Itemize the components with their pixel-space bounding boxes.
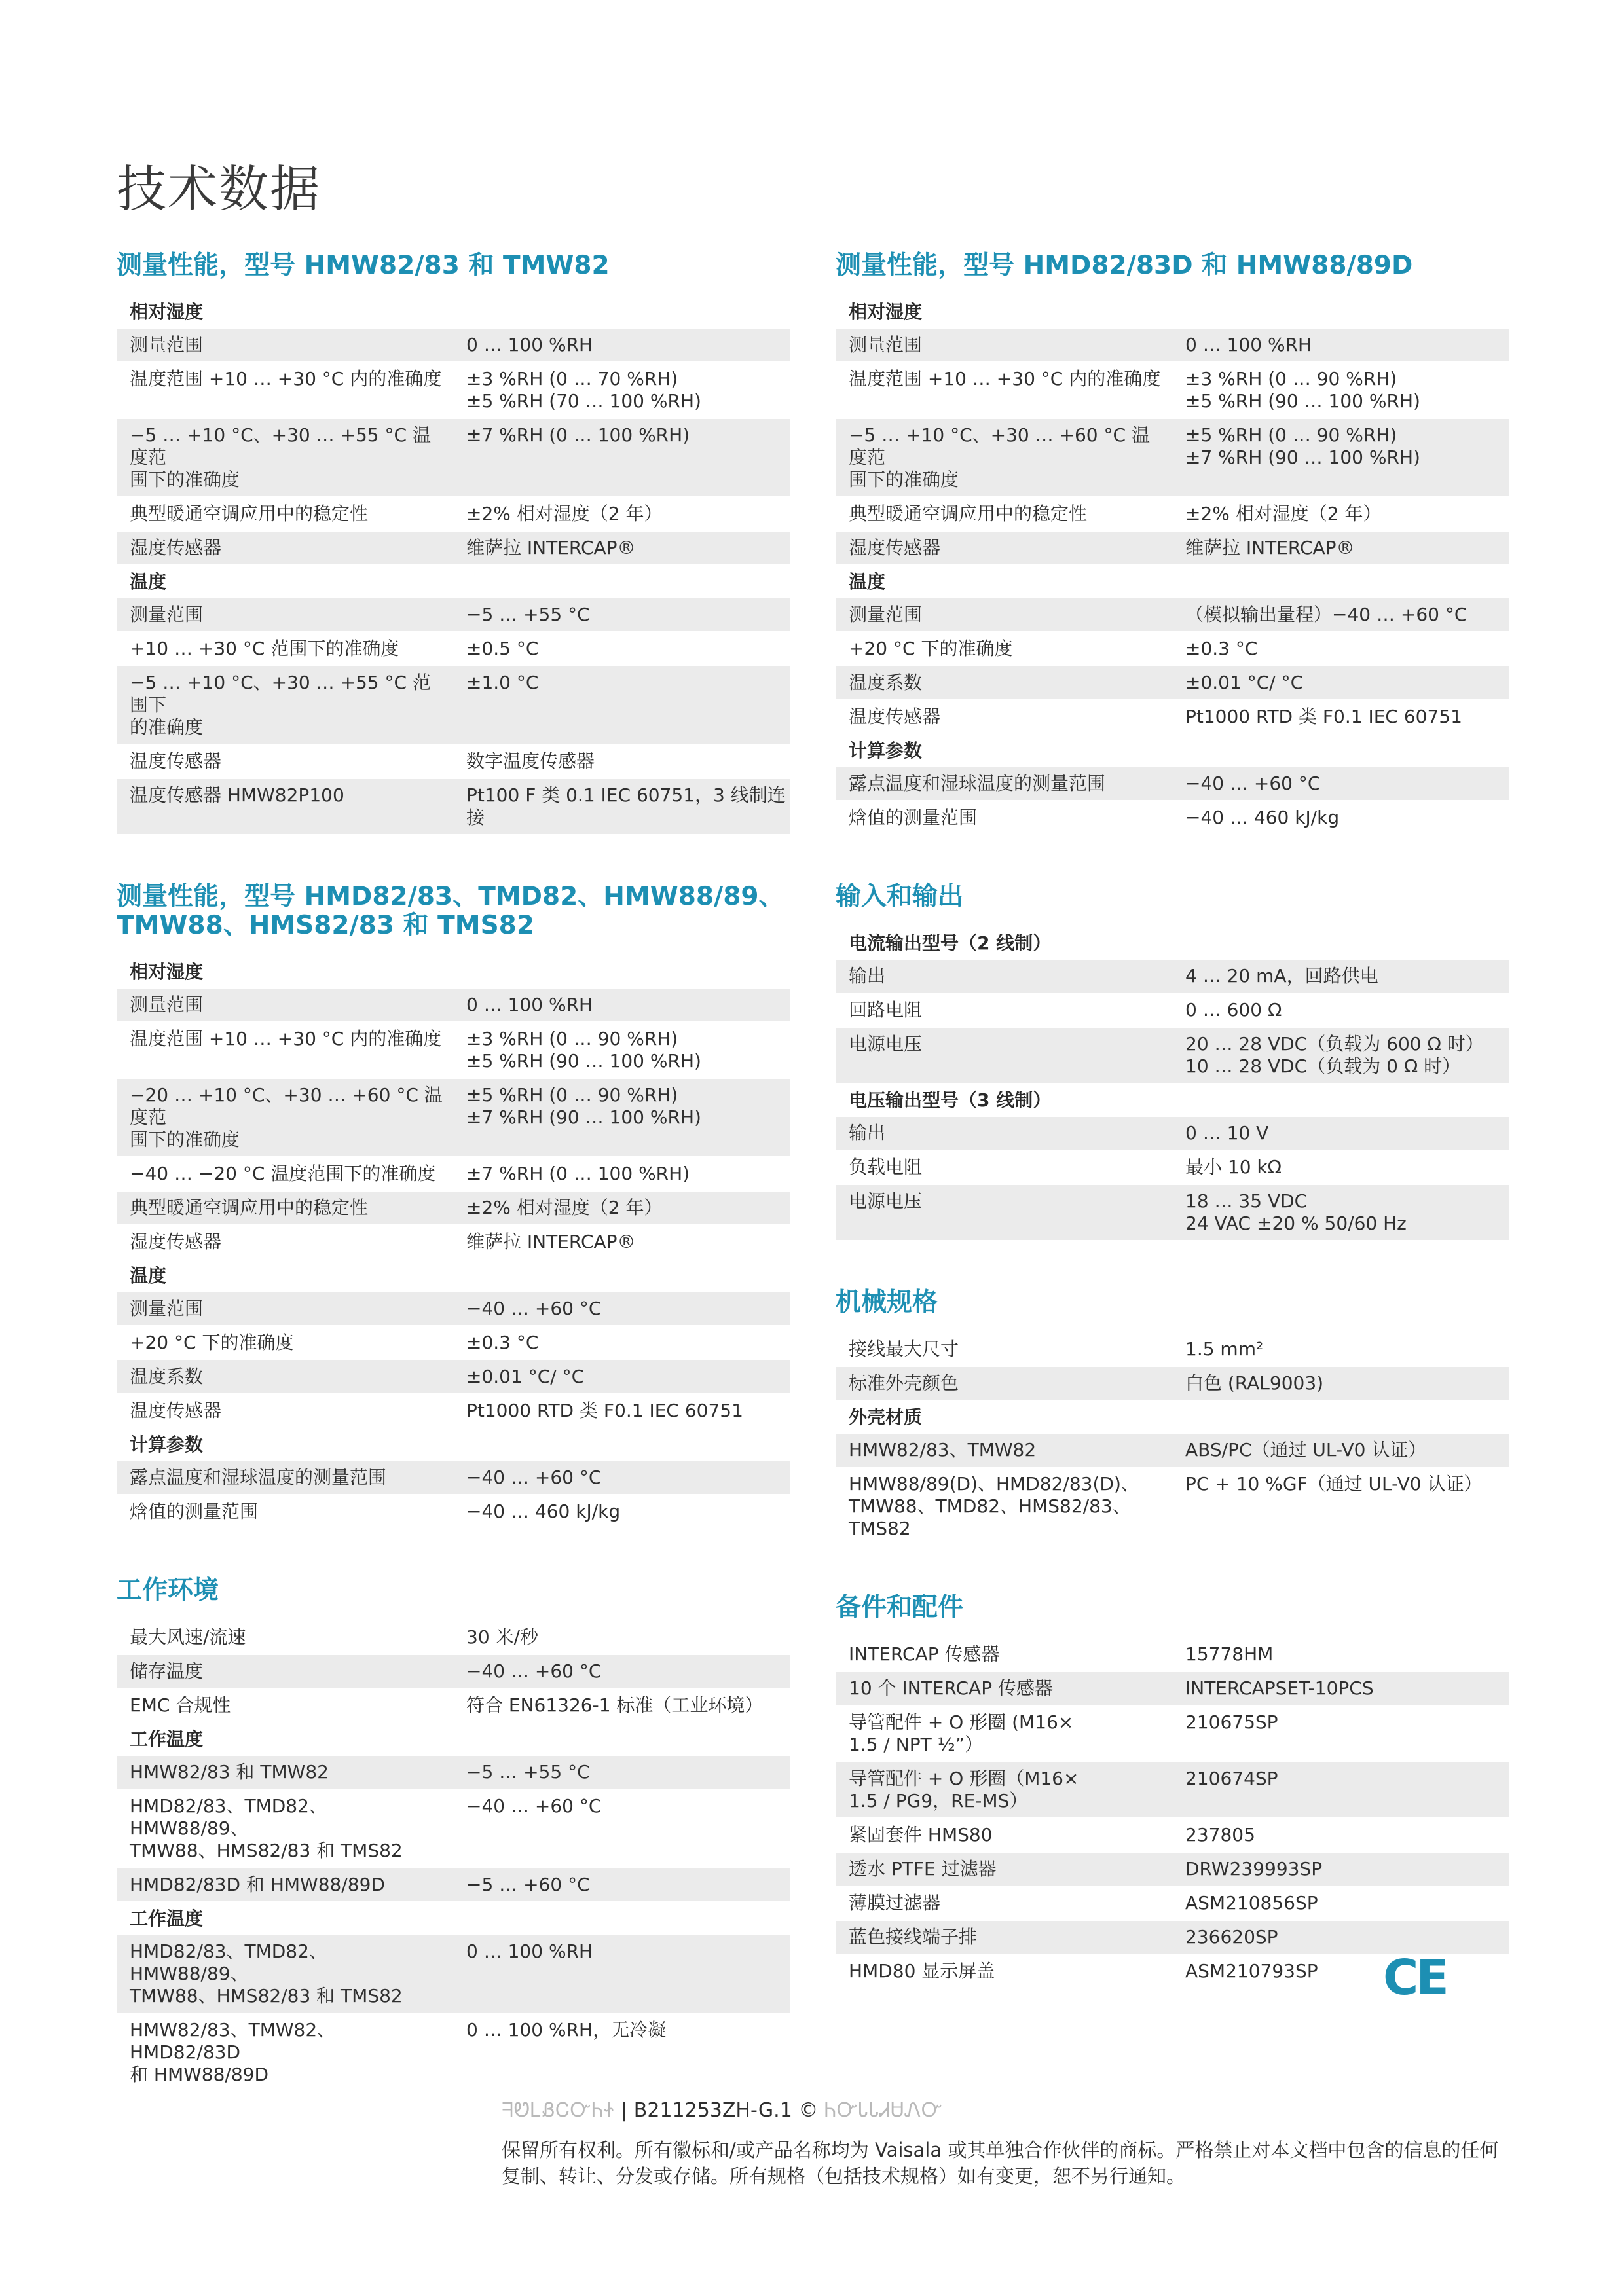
spec-value: PC + 10 %GF（通过 UL-V0 认证） — [1185, 1473, 1483, 1495]
spec-label: HMW82/83 和 TMW82 — [130, 1761, 329, 1783]
spec-value: −40 … 460 kJ/kg — [466, 1501, 621, 1522]
spec-label: 导管配件 + O 形圈 (M16× 1.5 / NPT ½”） — [849, 1711, 1074, 1755]
spec-row — [117, 1226, 790, 1260]
spec-label: 导管配件 + O 形圈（M16× 1.5 / PG9，RE-MS） — [849, 1768, 1079, 1812]
subheading: 相对湿度 — [130, 301, 204, 323]
spec-row — [836, 1887, 1509, 1921]
spec-row — [836, 1185, 1509, 1241]
spec-row — [117, 989, 790, 1023]
spec-value: 210674SP — [1185, 1768, 1278, 1789]
spec-label: 焓值的测量范围 — [130, 1501, 259, 1522]
subheading: 温度 — [849, 571, 886, 592]
spec-label: 温度范围 +10 … +30 °C 内的准确度 — [130, 368, 442, 390]
spec-section — [836, 1288, 1509, 1546]
spec-value: 白色 (RAL9003) — [1185, 1372, 1324, 1394]
spec-value: −40 … +60 °C — [466, 1795, 602, 1817]
spec-row — [117, 1292, 790, 1326]
spec-value: −5 … +55 °C — [466, 604, 590, 625]
spec-section — [117, 1576, 790, 2092]
spec-label: 薄膜过滤器 — [849, 1892, 941, 1914]
spec-label: HMW88/89(D)、HMD82/83(D)、 TMW88、TMD82、HMS82/83、 TMS82 — [849, 1473, 1139, 1539]
subheading: 计算参数 — [130, 1434, 204, 1455]
spec-value: ±0.01 °C/ °C — [1185, 672, 1304, 693]
spec-label: 温度传感器 — [130, 750, 222, 772]
subheading: 温度 — [130, 571, 167, 592]
spec-label: 输出 — [849, 1122, 886, 1144]
spec-label: 测量范围 — [130, 334, 204, 355]
spec-row — [117, 1495, 790, 1529]
spec-value: −5 … +55 °C — [466, 1761, 590, 1783]
spec-label: −5 … +10 °C、+30 … +60 °C 温度范 围下的准确度 — [849, 424, 1150, 490]
spec-value: Pt1000 RTD 类 F0.1 IEC 60751 — [1185, 706, 1462, 727]
rights-notice: 保留所有权利。所有徽标和/或产品名称均为 Vaisala 或其单独合作伙伴的商标。严格禁止对本文档中包含的信息的任何复制、转让、分发或存储。所有规格（包括技术规格）如有变更，恕不另行通知。 — [502, 2139, 1499, 2187]
spec-label: 温度传感器 — [849, 706, 941, 727]
spec-label: 温度范围 +10 … +30 °C 内的准确度 — [849, 368, 1161, 390]
spec-value: 4 … 20 mA，回路供电 — [1185, 965, 1378, 987]
spec-value: ASM210793SP — [1185, 1960, 1318, 1982]
spec-row — [836, 329, 1509, 363]
spec-row — [117, 2014, 790, 2092]
spec-row — [117, 1655, 790, 1689]
spec-label: −5 … +10 °C、+30 … +55 °C 范围下 的准确度 — [130, 672, 431, 738]
spec-label: INTERCAP 传感器 — [849, 1643, 1000, 1665]
spec-value: ±3 %RH (0 … 70 %RH) ±5 %RH (70 … 100 %RH) — [466, 368, 701, 412]
subheading: 工作温度 — [130, 1728, 204, 1750]
spec-value: ±3 %RH (0 … 90 %RH) ±5 %RH (90 … 100 %RH) — [1185, 368, 1420, 412]
spec-label: 回路电阻 — [849, 999, 923, 1021]
spec-value: ±5 %RH (0 … 90 %RH) ±7 %RH (90 … 100 %RH) — [466, 1084, 701, 1128]
spec-row — [836, 598, 1509, 632]
spec-row — [117, 1790, 790, 1868]
spec-row — [117, 1023, 790, 1079]
spec-label: 测量范围 — [130, 1298, 204, 1319]
spec-section — [836, 251, 1509, 835]
spec-value: 数字温度传感器 — [466, 750, 595, 772]
spec-row — [836, 1819, 1509, 1853]
spec-row — [836, 1333, 1509, 1367]
spec-section — [117, 883, 790, 1529]
blurred-text: ᖷᏬᏞᏰᏟᏅᏂᏐ — [502, 2099, 615, 2122]
spec-value: −5 … +60 °C — [466, 1874, 590, 1895]
spec-row — [117, 1621, 790, 1655]
section-title: 备件和配件 — [836, 1593, 964, 1622]
spec-label: 储存温度 — [130, 1660, 204, 1682]
spec-row — [836, 498, 1509, 532]
section-title: 测量性能，型号 HMD82/83、TMD82、HMW88/89、TMW88、HMS82/83 和 TMS82 — [117, 882, 784, 940]
spec-value: ±0.3 °C — [466, 1332, 539, 1353]
subheading: 外壳材质 — [849, 1406, 923, 1428]
spec-value: −40 … +60 °C — [466, 1660, 602, 1682]
spec-label: 负载电阻 — [849, 1156, 923, 1178]
spec-value: ASM210856SP — [1185, 1892, 1318, 1914]
spec-row — [117, 666, 790, 745]
spec-row — [836, 994, 1509, 1028]
spec-row — [836, 1367, 1509, 1401]
spec-section — [117, 251, 790, 835]
spec-value: Pt1000 RTD 类 F0.1 IEC 60751 — [466, 1400, 743, 1421]
document-code-main: | B211253ZH-G.1 © — [614, 2099, 824, 2122]
spec-row — [117, 498, 790, 532]
spec-value: 18 … 35 VDC 24 VAC ±20 % 50/60 Hz — [1185, 1190, 1407, 1234]
spec-row — [117, 1326, 790, 1360]
spec-label: 湿度传感器 — [130, 537, 222, 558]
spec-value: Pt100 F 类 0.1 IEC 60751，3 线制连 接 — [466, 784, 786, 828]
spec-value: ABS/PC（通过 UL-V0 认证） — [1185, 1439, 1427, 1461]
subheading: 电压输出型号（3 线制） — [849, 1089, 1052, 1111]
spec-label: 标准外壳颜色 — [849, 1372, 959, 1394]
spec-row — [836, 1468, 1509, 1546]
subheading: 相对湿度 — [130, 961, 204, 983]
spec-label: 10 个 INTERCAP 传感器 — [849, 1677, 1053, 1699]
spec-section — [836, 883, 1509, 1241]
spec-label: HMW82/83、TMW82 — [849, 1439, 1037, 1461]
spec-row — [117, 632, 790, 666]
spec-label: HMW82/83、TMW82、HMD82/83D 和 HMW88/89D — [130, 2019, 336, 2085]
spec-row — [117, 779, 790, 835]
spec-row — [117, 1689, 790, 1723]
spec-value: 0 … 100 %RH — [466, 994, 593, 1015]
spec-value: 1.5 mm² — [1185, 1338, 1264, 1360]
spec-label: 温度范围 +10 … +30 °C 内的准确度 — [130, 1028, 442, 1049]
document-code — [502, 2099, 943, 2122]
spec-row — [836, 632, 1509, 666]
spec-label: −40 … −20 °C 温度范围下的准确度 — [130, 1163, 436, 1184]
spec-value: 0 … 100 %RH — [466, 334, 593, 355]
spec-value: 0 … 100 %RH — [466, 1941, 593, 1962]
spec-label: HMD80 显示屏盖 — [849, 1960, 995, 1982]
spec-row — [117, 363, 790, 419]
spec-label: 透水 PTFE 过滤器 — [849, 1858, 997, 1880]
spec-value: 0 … 600 Ω — [1185, 999, 1282, 1021]
spec-value: −40 … 460 kJ/kg — [1185, 807, 1340, 828]
spec-row — [117, 1157, 790, 1192]
subheading: 相对湿度 — [849, 301, 923, 323]
spec-value: 维萨拉 INTERCAP® — [466, 1231, 636, 1252]
spec-value: 符合 EN61326-1 标准（工业环境） — [466, 1694, 764, 1716]
page-title: 技术数据 — [117, 160, 321, 218]
spec-row — [117, 1192, 790, 1226]
spec-label: 典型暖通空调应用中的稳定性 — [849, 503, 1088, 524]
spec-value: −40 … +60 °C — [1185, 773, 1321, 794]
spec-label: +20 °C 下的准确度 — [130, 1332, 294, 1353]
spec-label: 测量范围 — [849, 604, 923, 625]
spec-value: ±2% 相对湿度（2 年） — [1185, 503, 1382, 524]
spec-row — [836, 1151, 1509, 1185]
spec-value: INTERCAPSET-10PCS — [1185, 1677, 1374, 1699]
spec-value: 0 … 100 %RH，无冷凝 — [466, 2019, 667, 2041]
spec-value: 30 米/秒 — [466, 1626, 538, 1648]
spec-label: 温度系数 — [130, 1366, 204, 1387]
spec-row — [117, 419, 790, 498]
spec-value: 210675SP — [1185, 1711, 1278, 1733]
spec-label: 典型暖通空调应用中的稳定性 — [130, 1197, 369, 1218]
spec-value: ±7 %RH (0 … 100 %RH) — [466, 1163, 690, 1184]
spec-row — [836, 801, 1509, 835]
spec-label: 露点温度和湿球温度的测量范围 — [130, 1467, 387, 1488]
spec-row — [836, 1762, 1509, 1819]
spec-row — [836, 532, 1509, 566]
spec-row — [836, 1117, 1509, 1151]
spec-row — [117, 329, 790, 363]
spec-row — [836, 960, 1509, 994]
spec-label: 接线最大尺寸 — [849, 1338, 959, 1360]
spec-value: −40 … +60 °C — [466, 1298, 602, 1319]
subheading: 电流输出型号（2 线制） — [849, 932, 1052, 954]
spec-value: ±1.0 °C — [466, 672, 539, 693]
spec-label: 测量范围 — [849, 334, 923, 355]
spec-value: 20 … 28 VDC（负载为 600 Ω 时） 10 … 28 VDC（负载为 0 Ω 时） — [1185, 1033, 1484, 1077]
blurred-text: ᏂᏅᏓᏓᏗᏌᏁᏅ — [824, 2099, 943, 2122]
spec-value: 0 … 100 %RH — [1185, 334, 1312, 355]
spec-label: 焓值的测量范围 — [849, 807, 978, 828]
spec-value: （模拟输出量程）−40 … +60 °C — [1185, 604, 1467, 625]
spec-value: 15778HM — [1185, 1643, 1274, 1665]
spec-label: +20 °C 下的准确度 — [849, 638, 1013, 659]
subheading: 温度 — [130, 1265, 167, 1286]
spec-label: HMD82/83、TMD82、HMW88/89、 TMW88、HMS82/83 和 TMS82 — [130, 1795, 403, 1861]
spec-label: HMD82/83、TMD82、HMW88/89、 TMW88、HMS82/83 和 TMS82 — [130, 1941, 403, 2007]
spec-label: HMD82/83D 和 HMW88/89D — [130, 1874, 385, 1895]
spec-label: +10 … +30 °C 范围下的准确度 — [130, 638, 399, 659]
spec-value: ±3 %RH (0 … 90 %RH) ±5 %RH (90 … 100 %RH) — [466, 1028, 701, 1072]
spec-label: 测量范围 — [130, 604, 204, 625]
spec-row — [836, 1434, 1509, 1468]
spec-label: 典型暖通空调应用中的稳定性 — [130, 503, 369, 524]
section-title: 工作环境 — [117, 1576, 219, 1605]
ce-mark-logo: CE — [1383, 1950, 1447, 2006]
spec-label: 最大风速/流速 — [130, 1626, 246, 1648]
spec-value: 维萨拉 INTERCAP® — [1185, 537, 1355, 558]
left-column — [117, 251, 790, 2140]
spec-value: ±0.5 °C — [466, 638, 539, 659]
section-title: 机械规格 — [836, 1288, 938, 1317]
spec-row — [117, 1935, 790, 2014]
spec-row — [117, 532, 790, 566]
spec-value: 237805 — [1185, 1824, 1255, 1846]
spec-row — [117, 1868, 790, 1903]
spec-label: 紧固套件 HMS80 — [849, 1824, 993, 1846]
right-column — [836, 251, 1509, 2036]
spec-value: ±0.01 °C/ °C — [466, 1366, 585, 1387]
spec-row — [117, 1360, 790, 1394]
spec-row — [117, 1461, 790, 1495]
spec-row — [836, 1853, 1509, 1887]
section-title: 测量性能，型号 HMW82/83 和 TMW82 — [117, 251, 610, 280]
spec-label: −5 … +10 °C、+30 … +55 °C 温度范 围下的准确度 — [130, 424, 431, 490]
section-title: 输入和输出 — [836, 882, 964, 911]
spec-label: 测量范围 — [130, 994, 204, 1015]
spec-label: EMC 合规性 — [130, 1694, 231, 1716]
spec-label: 温度传感器 — [130, 1400, 222, 1421]
spec-label: 温度系数 — [849, 672, 923, 693]
spec-label: −20 … +10 °C、+30 … +60 °C 温度范 围下的准确度 — [130, 1084, 443, 1150]
spec-row — [117, 1756, 790, 1790]
subheading: 工作温度 — [130, 1908, 204, 1929]
spec-row — [836, 701, 1509, 735]
spec-label: 电源电压 — [849, 1033, 923, 1055]
spec-row — [117, 1079, 790, 1157]
spec-section — [836, 1594, 1509, 1989]
spec-label: 输出 — [849, 965, 886, 987]
spec-value: ±2% 相对湿度（2 年） — [466, 1197, 663, 1218]
spec-row — [836, 1638, 1509, 1672]
spec-row — [836, 767, 1509, 801]
spec-row — [836, 1028, 1509, 1084]
spec-value: ±2% 相对湿度（2 年） — [466, 503, 663, 524]
spec-value: 0 … 10 V — [1185, 1122, 1269, 1144]
spec-value: −40 … +60 °C — [466, 1467, 602, 1488]
spec-row — [117, 745, 790, 779]
spec-label: 电源电压 — [849, 1190, 923, 1212]
spec-value: 最小 10 kΩ — [1185, 1156, 1282, 1178]
spec-value: DRW239993SP — [1185, 1858, 1323, 1880]
spec-row — [836, 1706, 1509, 1762]
spec-label: 蓝色接线端子排 — [849, 1926, 978, 1948]
spec-value: ±5 %RH (0 … 90 %RH) ±7 %RH (90 … 100 %RH) — [1185, 424, 1420, 468]
spec-row — [117, 1394, 790, 1429]
spec-value: 维萨拉 INTERCAP® — [466, 537, 636, 558]
spec-label: 湿度传感器 — [849, 537, 941, 558]
spec-label: 露点温度和湿球温度的测量范围 — [849, 773, 1106, 794]
subheading: 计算参数 — [849, 740, 923, 761]
spec-label: 温度传感器 HMW82P100 — [130, 784, 344, 806]
spec-row — [836, 1672, 1509, 1706]
spec-row — [836, 363, 1509, 419]
spec-row — [117, 598, 790, 632]
spec-row — [836, 419, 1509, 498]
spec-label: 湿度传感器 — [130, 1231, 222, 1252]
spec-row — [836, 666, 1509, 701]
spec-value: ±0.3 °C — [1185, 638, 1258, 659]
section-title: 测量性能，型号 HMD82/83D 和 HMW88/89D — [836, 251, 1413, 280]
spec-value: ±7 %RH (0 … 100 %RH) — [466, 424, 690, 446]
spec-value: 236620SP — [1185, 1926, 1278, 1948]
